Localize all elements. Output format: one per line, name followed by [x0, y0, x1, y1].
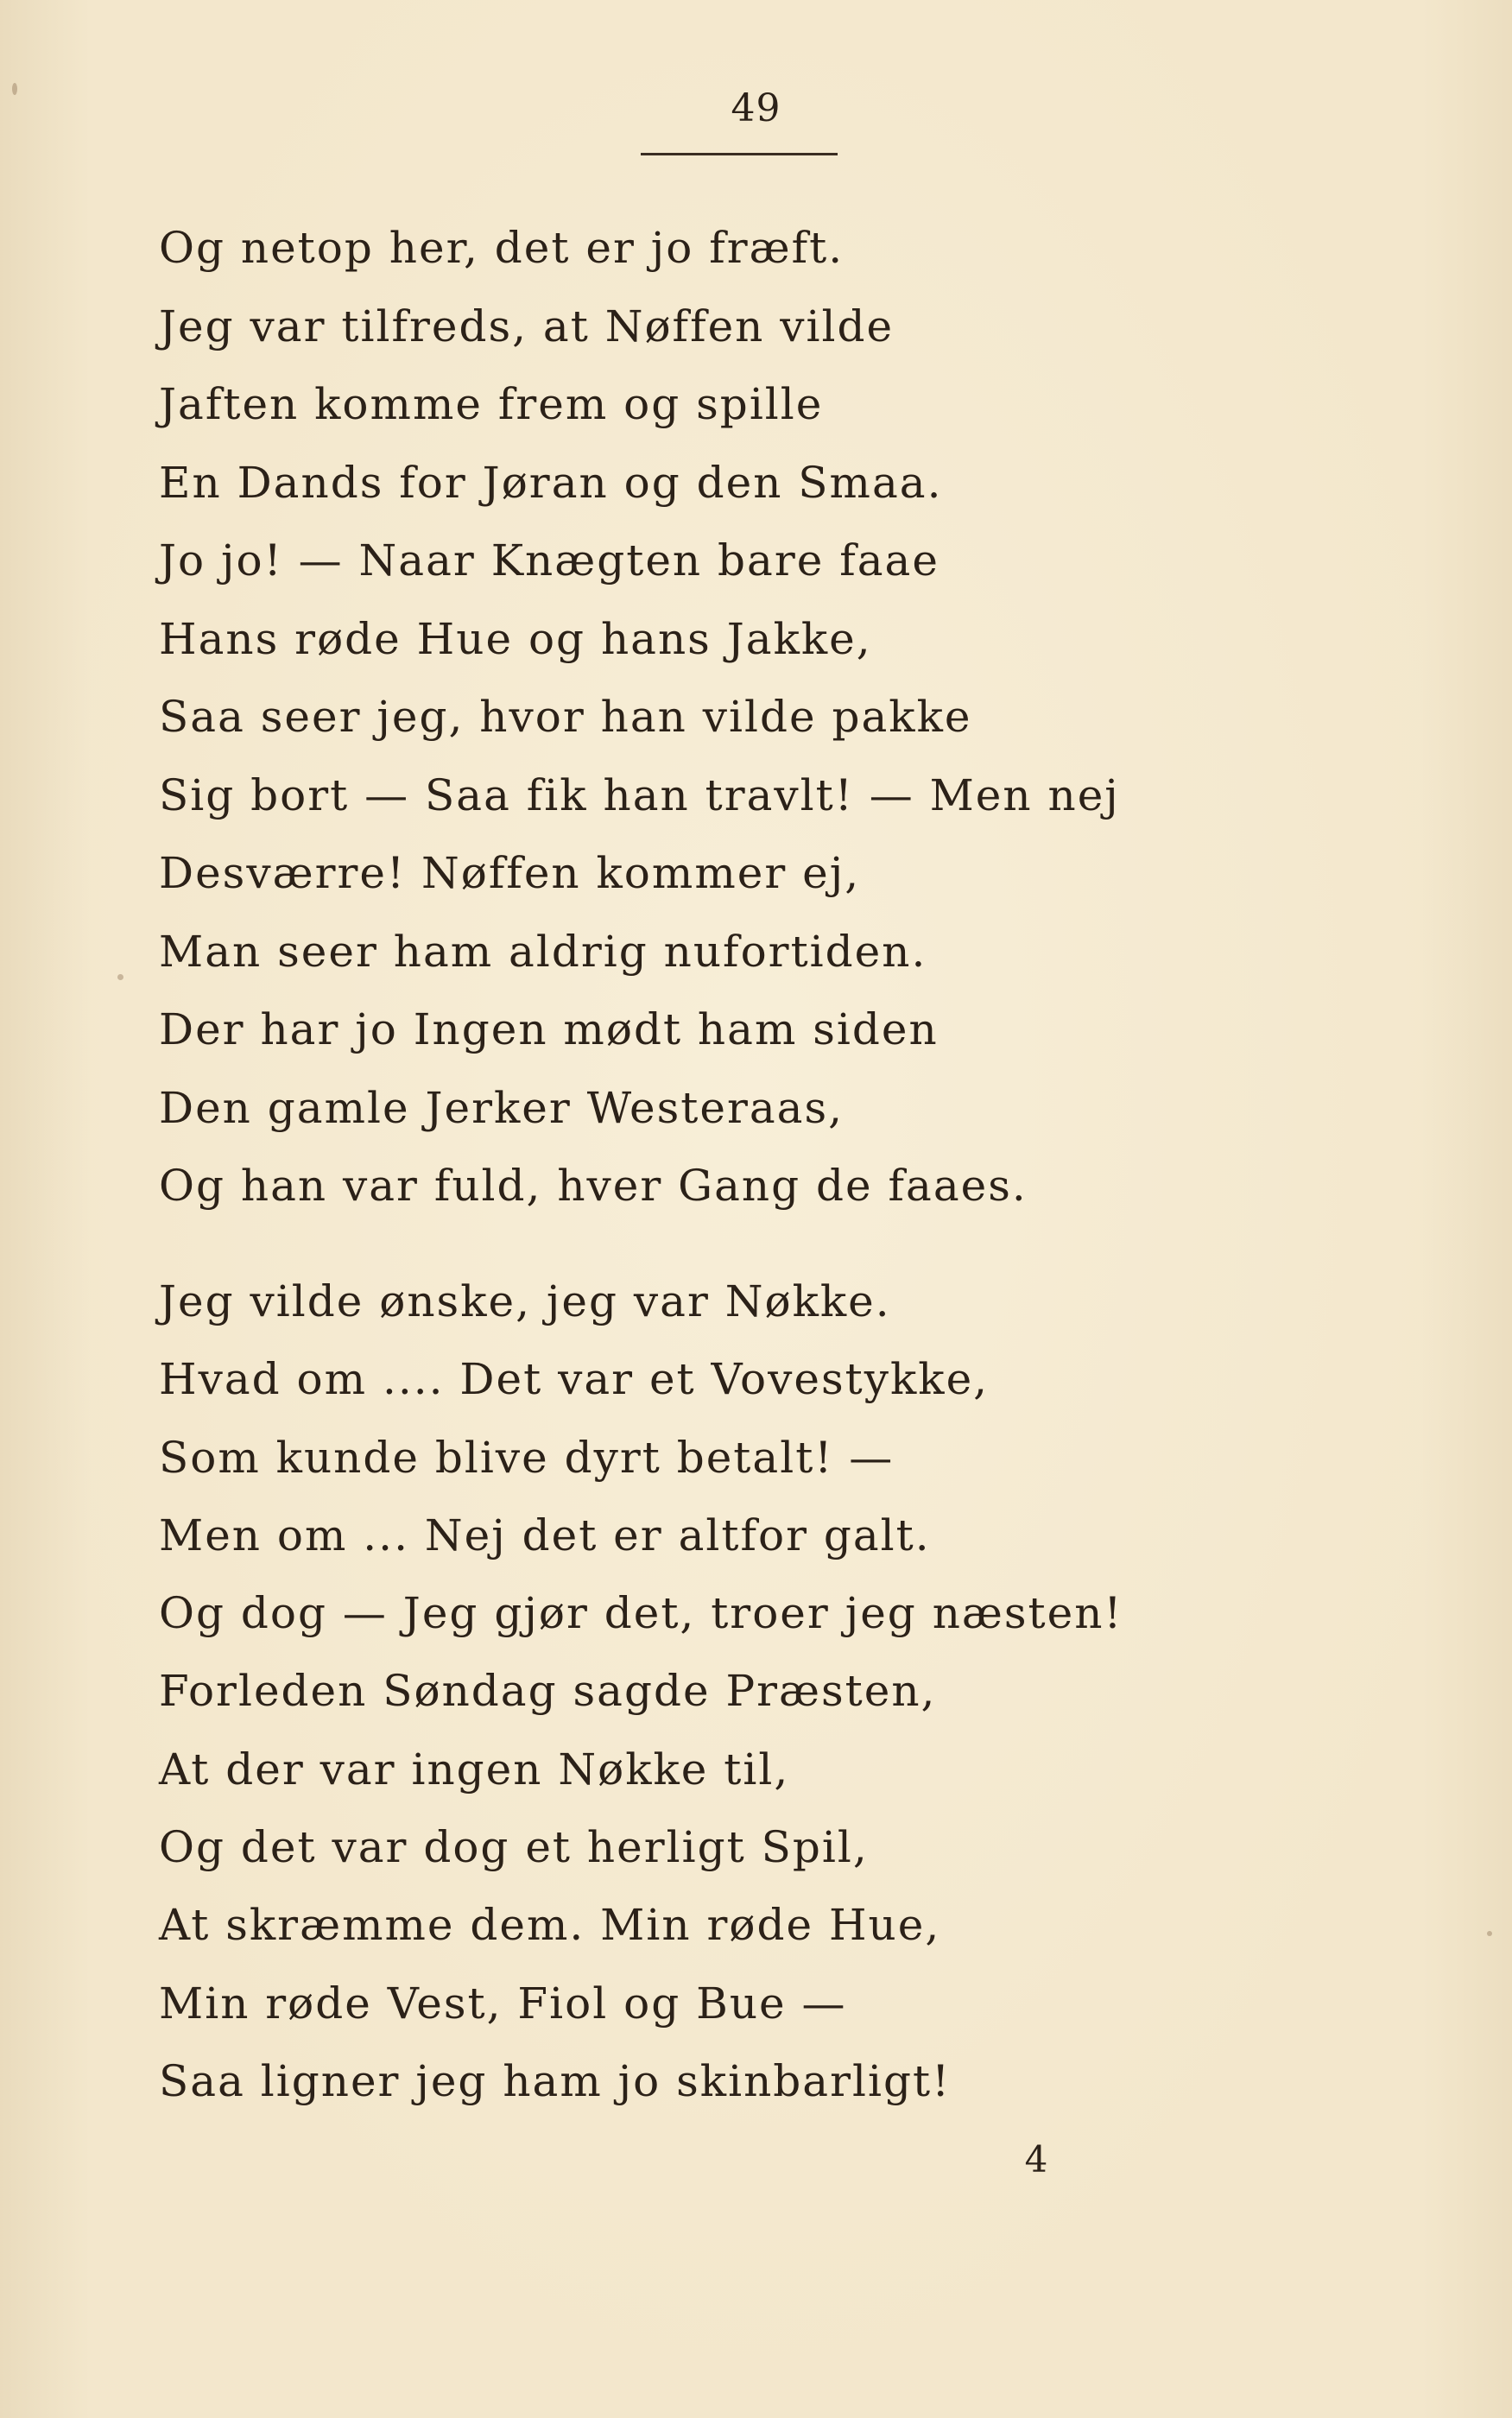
verse-line: Hvad om .... Det var et Vovestykke, — [159, 1354, 990, 1405]
verse-line: At skræmme dem. Min røde Hue, — [159, 1900, 941, 1951]
header-rule — [641, 153, 838, 155]
verse-line: Man seer ham aldrig nufortiden. — [159, 926, 927, 977]
verse-line: Den gamle Jerker Westeraas, — [159, 1082, 845, 1133]
verse-line: Som kunde blive dyrt betalt! — — [159, 1432, 895, 1483]
verse-line: Jeg vilde ønske, jeg var Nøkke. — [159, 1276, 891, 1326]
page-number: 49 — [731, 86, 781, 130]
verse-line: Hans røde Hue og hans Jakke, — [159, 613, 872, 664]
verse-line: Jaften komme frem og spille — [159, 379, 824, 429]
verse-line: Jeg var tilfreds, at Nøffen vilde — [159, 301, 895, 351]
verse-line: Og han var fuld, hver Gang de faaes. — [159, 1161, 1028, 1211]
stanza-1 — [159, 218, 1120, 1234]
verse-line: Sig bort — Saa fik han travlt! — Men nej — [159, 769, 1120, 820]
verse-line: Og det var dog et herligt Spil, — [159, 1822, 869, 1873]
paper-speck — [1487, 1931, 1492, 1936]
verse-line: Og netop her, det er jo fræft. — [159, 223, 845, 273]
signature-mark: 4 — [1024, 2138, 1048, 2181]
verse-line: At der var ingen Nøkke til, — [159, 1744, 790, 1795]
verse-line: Der har jo Ingen mødt ham siden — [159, 1004, 939, 1054]
verse-line: En Dands for Jøran og den Smaa. — [159, 457, 943, 508]
verse-line: Men om ... Nej det er altfor galt. — [159, 1510, 931, 1560]
verse-line: Saa ligner jeg ham jo skinbarligt! — [159, 2055, 952, 2106]
verse-line: Forleden Søndag sagde Præsten, — [159, 1666, 937, 1717]
paper-speck — [12, 83, 17, 95]
verse-line: Jo jo! — Naar Knægten bare faae — [159, 535, 939, 586]
verse-line: Saa seer jeg, hvor han vilde pakke — [159, 692, 972, 742]
verse-line: Min røde Vest, Fiol og Bue — — [159, 1978, 847, 2029]
verse-line: Desværre! Nøffen kommer ej, — [159, 848, 861, 898]
paper-speck — [117, 974, 123, 980]
verse-line: Og dog — Jeg gjør det, troer jeg næsten! — [159, 1588, 1123, 1639]
stanza-2 — [159, 1271, 1123, 2129]
